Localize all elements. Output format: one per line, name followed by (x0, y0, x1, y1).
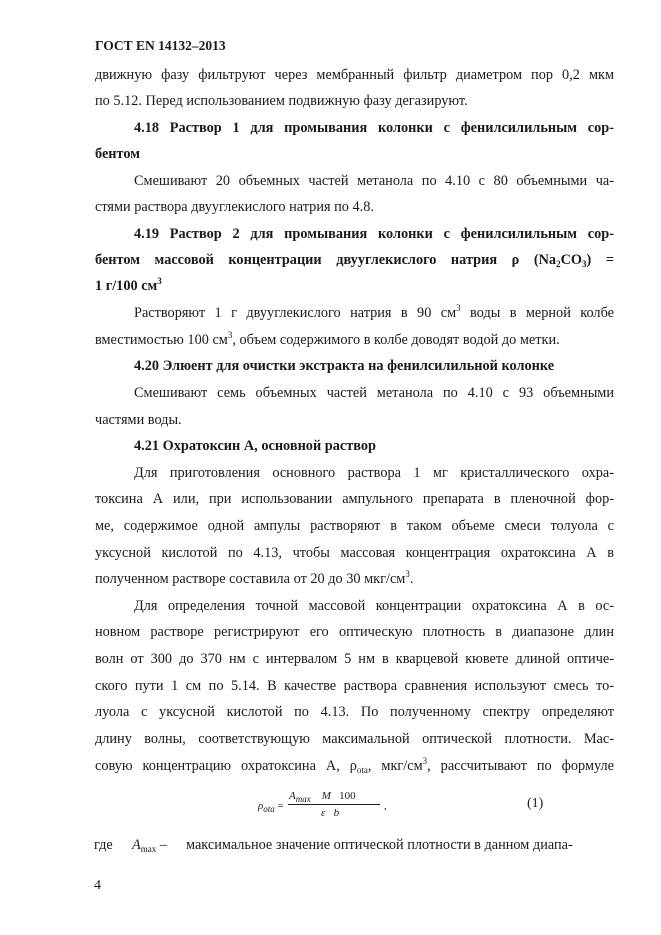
text-line: стями раствора двууглекислого натрия по 4.8. (95, 199, 374, 215)
formula-lhs: $\rho_{ota}$ = (258, 800, 284, 814)
section-heading-4-20: 4.20 Элюент для очистки экстракта на фенилсилильной колонке (134, 358, 555, 374)
section-heading-4-21: 4.21 Охратоксин А, основной раствор (134, 438, 376, 454)
text-line: Для приготовления основного раствора 1 мг кристаллического охра- (134, 465, 614, 481)
text-line: полученном растворе составила от 20 до 30 мкг/$см^3$. (95, 569, 414, 587)
text-line: токсина А или, при использовании ампульного препарата в пленочной фор- (95, 491, 614, 507)
formula-1 (258, 788, 428, 828)
section-heading-4-18: 4.18 Раствор 1 для промывания колонки с фенилсилильным сор- (134, 120, 614, 136)
text-line: ского пути 1 см по 5.14. В качестве раствора сравнения используют смесь то- (95, 678, 614, 694)
text-line: новном растворе регистрируют его оптическую плотность в диапазоне длин (95, 624, 614, 640)
text-line: уксусной кислотой по 4.13, чтобы массовая концентрация охратоксина А в (95, 545, 614, 561)
where-description: максимальное значение оптической плотности в данном диапа- (186, 837, 573, 853)
text-line: вместимостью 100 $см^3$, объем содержимого в колбе доводят водой до метки. (95, 330, 560, 348)
text-line: Растворяют 1 г двууглекислого натрия в 90 $см^3$ воды в мерной колбе (134, 303, 614, 321)
where-symbol: $A_{max}$ – (132, 837, 167, 854)
text-line: Смешивают 20 объемных частей метанола по 4.10 с 80 объемными ча- (134, 173, 614, 189)
text-line: по 5.12. Перед использованием подвижную фазу дегазируют. (95, 93, 468, 109)
where-label: где (94, 837, 113, 853)
document-header: ГОСТ EN 14132–2013 (95, 38, 226, 53)
text-line: совую концентрацию охратоксина А, $\rho_{ota}$, мкг/$см^3$, рассчитывают по формуле (95, 756, 615, 775)
text-line: движную фазу фильтруют через мембранный фильтр диаметром пор 0,2 мкм (95, 67, 614, 83)
text-line: длину волны, соответствующую максимальной оптической плотности. Мас- (95, 731, 614, 747)
text-line: частями воды. (95, 412, 182, 428)
section-heading-4-19-cont: бентом массовой концентрации двууглекислого натрия ρ $(Na_2CO_3)$ = (95, 252, 614, 269)
text-line: Для определения точной массовой концентрации охратоксина А в ос- (134, 598, 614, 614)
fraction-bar (288, 804, 380, 805)
text-line: луола с уксусной кислотой по 4.13. По полученному спектру определяют (95, 704, 614, 720)
formula-numerator: $A_{max}$ M 100 (289, 790, 356, 804)
text-line: Смешивают семь объемных частей метанола по 4.10 с 93 объемными (134, 385, 614, 401)
formula-comma: , (384, 800, 387, 812)
section-heading-4-19: 4.19 Раствор 2 для промывания колонки с фенилсилильным сор- (134, 226, 614, 242)
text-line: волн от 300 до 370 нм с интервалом 5 нм в кварцевой кювете длиной оптиче- (95, 651, 614, 667)
formula-denominator: ε b (321, 807, 340, 819)
page-number: 4 (94, 878, 101, 893)
equation-number: (1) (527, 796, 544, 811)
section-heading-4-18-cont: бентом (95, 146, 140, 162)
text-line: ме, содержимое одной ампулы растворяют в таком объеме смеси толуола с (95, 518, 614, 534)
section-heading-4-19-cont: 1 г/100 $см^3$ (95, 276, 162, 294)
